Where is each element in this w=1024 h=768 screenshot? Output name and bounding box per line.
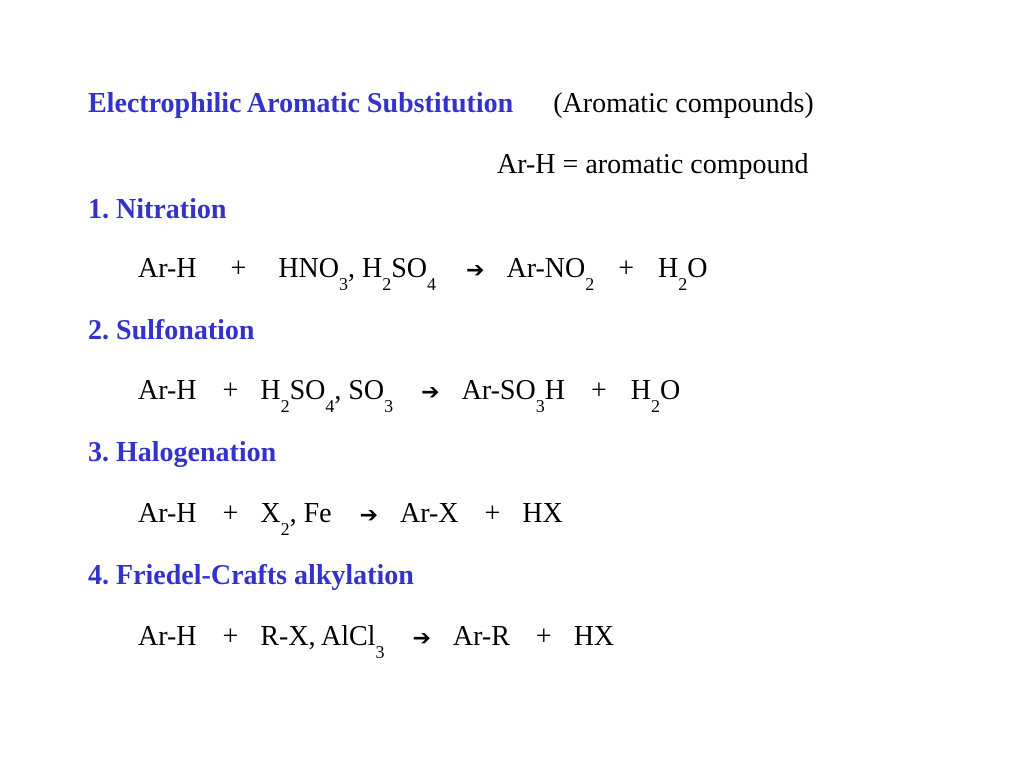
right-arrow-icon: ➔ xyxy=(359,503,378,528)
title-line xyxy=(88,90,814,118)
plus-sign: + xyxy=(222,375,239,406)
byproduct: $H_2O$ xyxy=(658,253,708,294)
reactant: Ar-H xyxy=(138,375,197,406)
definition: Ar-H = aromatic compound xyxy=(497,149,809,180)
byproduct: $H_2O$ xyxy=(630,375,681,416)
reactant: Ar-H xyxy=(138,498,197,529)
reagent: $H_2SO_4$, $SO_3$ xyxy=(260,375,394,416)
reaction-friedel-crafts xyxy=(138,621,615,662)
plus-sign: + xyxy=(222,621,239,652)
reagent: $HNO_3$, $H_2SO_4$ xyxy=(278,253,437,294)
product: $Ar-NO_2$ xyxy=(506,253,595,294)
section-heading-halogenation: 3. Halogenation xyxy=(88,437,277,468)
byproduct: HX xyxy=(522,498,563,529)
reagent: R-X, AlCl$_3$ xyxy=(260,621,385,662)
right-arrow-icon: ➔ xyxy=(412,626,431,651)
plus-sign: + xyxy=(484,498,501,529)
plus-sign: + xyxy=(590,375,607,406)
page-title: Electrophilic Aromatic Substitution xyxy=(88,88,514,119)
product: Ar-R xyxy=(452,621,510,652)
reaction-nitration xyxy=(138,253,708,294)
byproduct: HX xyxy=(573,621,615,652)
section-heading-nitration: 1. Nitration xyxy=(88,194,227,225)
plus-sign: + xyxy=(535,621,552,652)
section-heading-sulfonation: 2. Sulfonation xyxy=(88,315,255,346)
reactant: Ar-H xyxy=(138,621,197,652)
right-arrow-icon: ➔ xyxy=(466,258,485,283)
reagent: $X_2$, Fe xyxy=(260,498,332,539)
product: $Ar-SO_3H$ xyxy=(461,375,565,416)
reactant: Ar-H xyxy=(138,253,197,284)
reaction-halogenation xyxy=(138,498,563,539)
plus-sign: + xyxy=(618,253,635,284)
title-aside: (Aromatic compounds) xyxy=(553,88,814,119)
section-heading-friedel-crafts: 4. Friedel-Crafts alkylation xyxy=(88,560,414,591)
right-arrow-icon: ➔ xyxy=(421,380,440,405)
product: Ar-X xyxy=(400,498,459,529)
plus-sign: + xyxy=(230,253,247,284)
plus-sign: + xyxy=(222,498,239,529)
reaction-sulfonation xyxy=(138,375,681,416)
